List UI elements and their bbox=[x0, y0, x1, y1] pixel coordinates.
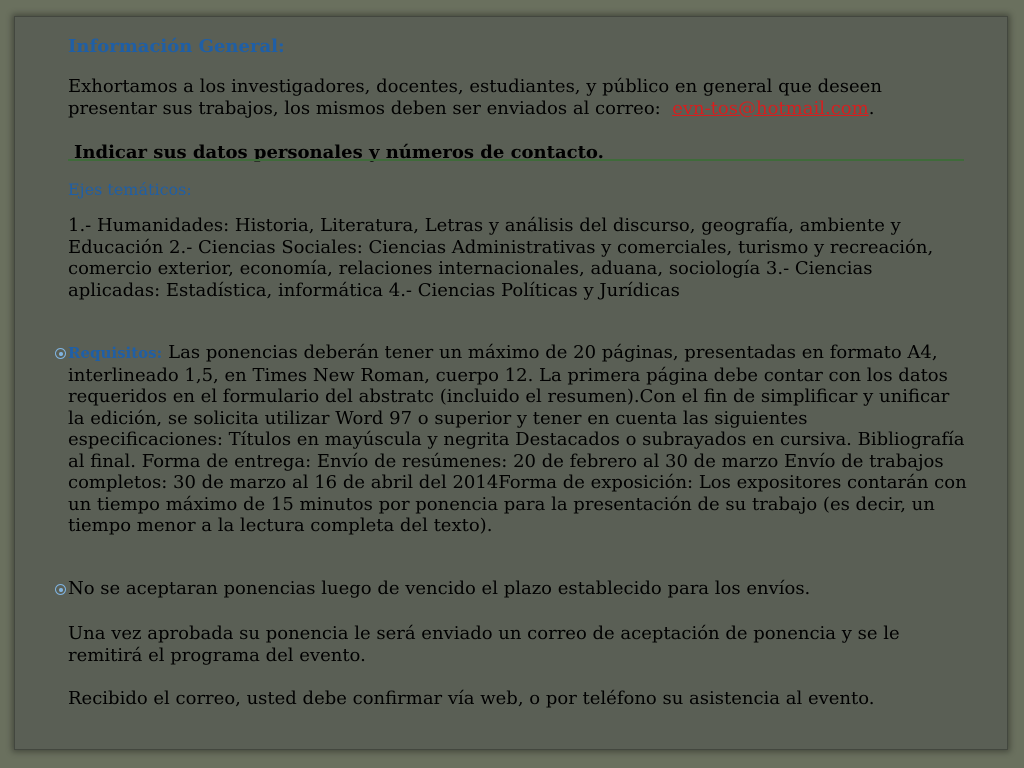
bullet-icon bbox=[55, 584, 66, 595]
info-section bbox=[68, 36, 968, 57]
email-link[interactable]: evn-tos@hotmail.com bbox=[672, 97, 869, 119]
requisitos-heading: Requisitos: bbox=[68, 344, 163, 362]
email-period: . bbox=[868, 97, 875, 119]
deadline-note: No se aceptaran ponencias luego de vencido el plazo establecido para los envíos. bbox=[68, 578, 811, 599]
acceptance-paragraph: Una vez aprobada su ponencia le será enviado un correo de aceptación de ponencia y se le remitirá el programa del evento. bbox=[68, 623, 900, 666]
ejes-heading: Ejes temáticos: bbox=[68, 180, 192, 199]
requisitos-paragraph bbox=[68, 342, 968, 537]
info-text: Exhortamos a los investigadores, docentes, estudiantes, y público en general que deseen presentar sus trabajos, los mismos deben ser enviados al correo: bbox=[68, 76, 882, 119]
divider-line bbox=[68, 159, 964, 161]
confirmation-paragraph: Recibido el correo, usted debe confirmar vía web, o por teléfono su asistencia al evento. bbox=[68, 688, 875, 709]
contact-note: Indicar sus datos personales y números de contacto. bbox=[74, 142, 604, 163]
requisitos-text: Las ponencias deberán tener un máximo de 20 páginas, presentadas en formato A4, interlineado 1,5, en Times New Roman, cuerpo 12. La primera página debe contar con los datos requeridos en el formulario del abstratc (incluido el resumen).Con el fin de simplificar y unificar la edición, se solicita utilizar Word 97 o superior y tener en cuenta las siguientes especificaciones: Títulos en mayúscula y negrita Destacados o subrayados en cursiva. Bibliografía al final. Forma de entrega: Envío de resúmenes: 20 de febrero al 30 de marzo Envío de trabajos completos: 30 de marzo al 16 de abril del 2014Forma de exposición: Los expositores contarán con un tiempo máximo de 15 minutos por ponencia para la presentación de su trabajo (es decir, un tiempo menor a la lectura completa del texto). bbox=[68, 342, 967, 536]
info-heading: Información General: bbox=[68, 36, 285, 57]
info-paragraph bbox=[68, 76, 968, 119]
bullet-icon bbox=[55, 348, 66, 359]
ejes-text: 1.- Humanidades: Historia, Literatura, Letras y análisis del discurso, geografía, ambiente y Educación 2.- Ciencias Sociales: Ciencias Administrativas y comerciales, turismo y recreación, comercio exterior, economía, relaciones internacionales, aduana, sociología 3.- Ciencias aplicadas: Estadística, informática 4.- Ciencias Políticas y Jurídicas bbox=[68, 215, 934, 301]
ejes-section bbox=[68, 180, 968, 199]
